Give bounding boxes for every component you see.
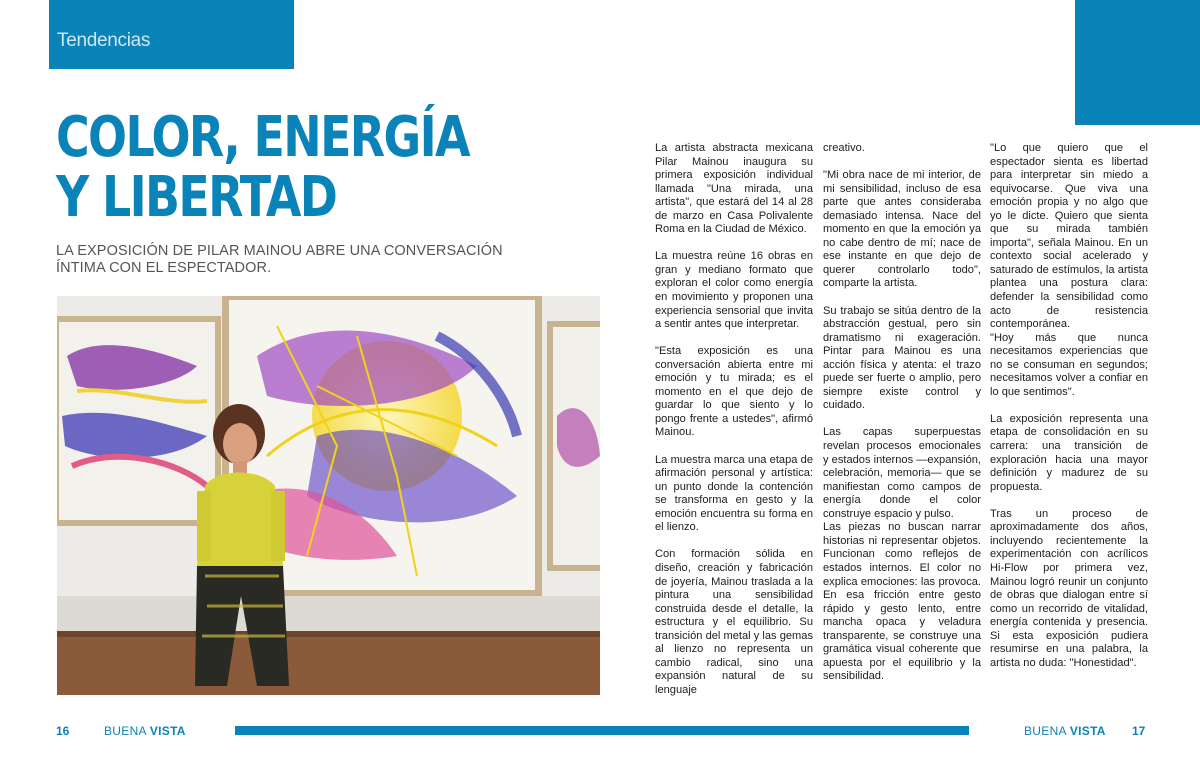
artist-photo bbox=[57, 296, 600, 695]
subtitle: LA EXPOSICIÓN DE PILAR MAINOU ABRE UNA CONVERSACIÓN ÍNTIMA CON EL ESPECTADOR. bbox=[56, 243, 503, 276]
brand-right bbox=[1024, 724, 1106, 738]
page-number-left: 16 bbox=[56, 724, 70, 738]
article-column-3 bbox=[990, 142, 1148, 670]
paragraph: La exposición representa una etapa de consolidación en su carrera: una transición de exploración hacia una mayor definición y madurez de su propuesta. bbox=[990, 412, 1148, 493]
paragraph: "Lo que quiero que el espectador sienta es libertad para interpretar sin miedo a equivocarse. Que viva una emoción propia y no algo que yo le dicte. Quiero que sienta que su mirada también importa", señala Mainou. En un contexto social acelerado y saturado de estímulos, la artista plantea una postura clara: defender la sensibilidad como acto de resistencia contemporánea. bbox=[990, 142, 1148, 331]
section-tab bbox=[49, 0, 294, 69]
paragraph: "Mi obra nace de mi interior, de mi sensibilidad, incluso de esa parte que antes consideraba demasiado intensa. Nace del momento en que la emoción ya no cabe dentro de mí; nace de ese instante en que dejo de querer controlarlo todo", comparte la artista. bbox=[823, 169, 981, 290]
paragraph: "Hoy más que nunca necesitamos experiencias que no se consuman en segundos; necesitamos volver a confiar en lo que sentimos". bbox=[990, 331, 1148, 398]
corner-color-block bbox=[1075, 0, 1200, 125]
headline-line-2: Y LIBERTAD bbox=[56, 165, 337, 230]
paragraph: La muestra marca una etapa de afirmación personal y artística: un punto donde la contención se transforma en gesto y la emoción encuentra su forma en el lienzo. bbox=[655, 453, 813, 534]
brand-bold: VISTA bbox=[149, 724, 186, 738]
paragraph: Las piezas no buscan narrar historias ni representar objetos. Funcionan como reflejos de estados internos. El color no explica emociones: las provoca. En esa fricción entre gesto rápido y gesto lento, entre mancha opaca y veladura transparente, se construye una gramática visual coherente que apuesta por el equilibrio y la sensibilidad. bbox=[823, 521, 981, 683]
paragraph: Tras un proceso de aproximadamente dos años, incluyendo recientemente la experimentación con acrílicos Hi-Flow por primera vez, Mainou logró reunir un conjunto de obras que dialogan entre sí como un recorrido de vitalidad, energía contenida y presencia. Si esta exposición pudiera resumirse en una palabra, la artista no duda: "Honestidad". bbox=[990, 507, 1148, 669]
paragraph: La muestra reúne 16 obras en gran y mediano formato que exploran el color como energía en movimiento y proponen una experiencia sensorial que invita a sentir antes que interpretar. bbox=[655, 250, 813, 331]
paragraph: Con formación sólida en diseño, creación y fabricación de joyería, Mainou traslada a la pintura una sensibilidad construida desde el detalle, la estructura y el equilibrio. Su transición del metal y las gemas al lienzo no representa un cambio radical, sino una expansión natural de su lenguaje bbox=[655, 548, 813, 696]
paragraph: creativo. bbox=[823, 142, 865, 154]
photo-illustration bbox=[57, 296, 600, 695]
brand-left bbox=[104, 724, 186, 738]
brand-light: BUENA bbox=[1024, 724, 1067, 738]
article-column-1 bbox=[655, 142, 813, 697]
section-label: Tendencias bbox=[57, 30, 151, 51]
headline bbox=[56, 105, 482, 230]
paragraph: Su trabajo se sitúa dentro de la abstracción gestual, pero sin dramatismo ni exageración. Pintar para Mainou es una acción física y atenta: el trazo puede ser fuerte o amplio, pero siempre existe control y cuidado. bbox=[823, 304, 981, 412]
brand-light: BUENA bbox=[104, 724, 147, 738]
article-column-2 bbox=[823, 142, 981, 684]
headline-line-1: COLOR, ENERGÍA bbox=[56, 105, 469, 170]
paragraph: "Esta exposición es una conversación abierta entre mi emoción y tu mirada; es el momento en el que dejo de guardar lo que siento y lo pongo frente a ustedes", afirmó Mainou. bbox=[655, 345, 813, 439]
brand-bold: VISTA bbox=[1069, 724, 1106, 738]
page-number-right: 17 bbox=[1132, 724, 1146, 738]
footer-bar bbox=[235, 726, 969, 735]
paragraph: La artista abstracta mexicana Pilar Mainou inaugura su primera exposición individual llamada "Una mirada, una artista", que estará del 14 al 28 de marzo en Casa Polivalente Roma en la Ciudad de México. bbox=[655, 142, 813, 236]
paragraph: Las capas superpuestas revelan procesos emocionales y estados internos —expansión, celebración, memoria— que se manifiestan como campos de energía donde el color construye espacio y pulso. bbox=[823, 426, 981, 520]
